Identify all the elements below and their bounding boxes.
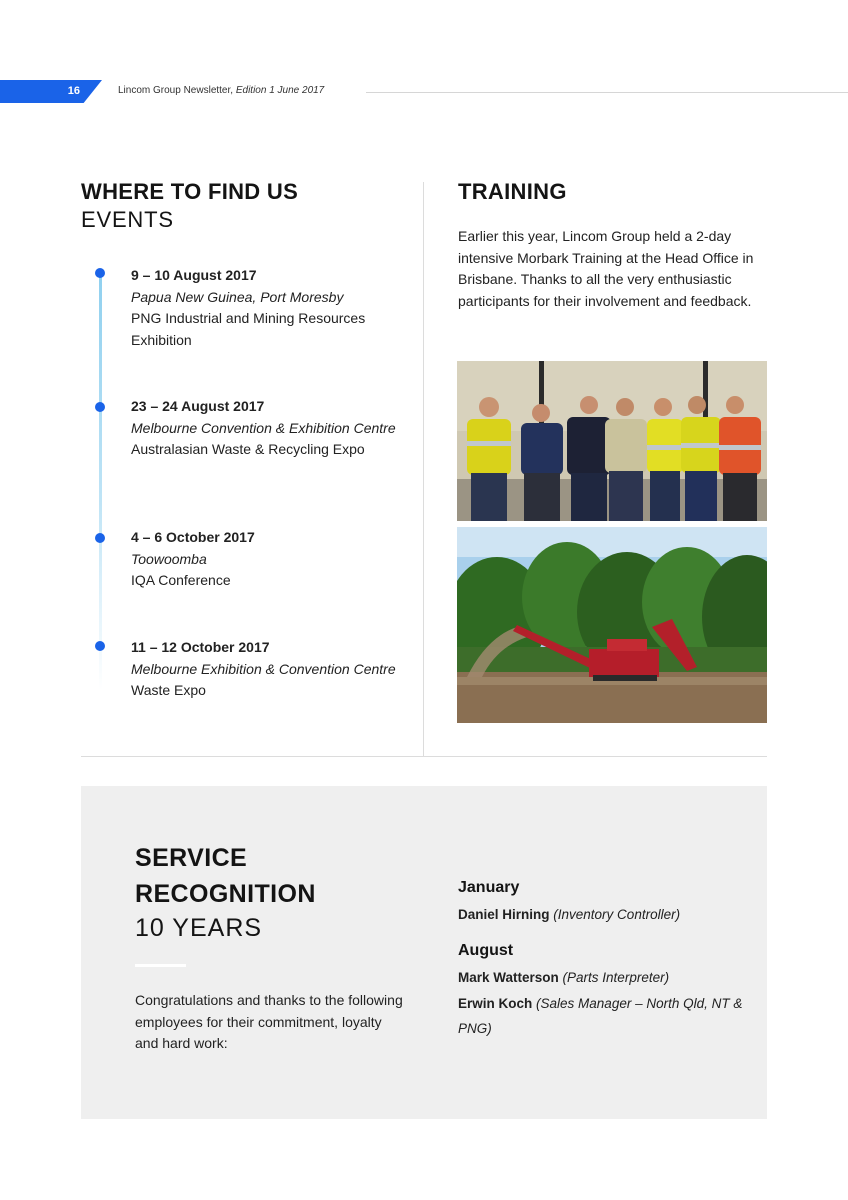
service-body: Congratulations and thanks to the following employees for their commitment, loyalty and hard work: [135,992,403,1051]
events-section-subtitle: EVENTS [81,207,174,232]
newsletter-header [118,85,324,96]
event-location: Toowoomba [131,550,207,567]
event-date: 4 – 6 October 2017 [131,529,255,545]
training-section-title: TRAINING [458,179,567,204]
event-name: Waste Expo [131,682,206,698]
newsletter-name: Lincom Group Newsletter, [118,85,234,96]
machinery-photo [457,527,767,723]
event-date: 9 – 10 August 2017 [131,267,257,283]
service-recognition-panel [81,786,767,1119]
header-divider [366,92,848,93]
service-title-line1: SERVICE [135,844,248,872]
column-divider [423,182,424,756]
events-section-title: WHERE TO FIND US [81,179,299,204]
page-number: 16 [67,85,80,97]
training-body: Earlier this year, Lincom Group held a 2-day intensive Morbark Training at the Head Office in Brisbane. Thanks to all the very enthusiastic participants for their involvement and feedback. [458,228,754,309]
event-date: 11 – 12 October 2017 [131,639,270,655]
employee-name: Daniel Hirning [458,907,550,922]
event-item [131,396,401,461]
event-item [131,637,401,702]
event-location: Melbourne Convention & Exhibition Centre [131,419,396,436]
event-location: Papua New Guinea, Port Moresby [131,288,344,305]
employee-entry [458,902,758,927]
events-timeline [99,270,102,690]
section-divider [81,756,767,757]
event-name: PNG Industrial and Mining Resources Exhibition [131,310,366,348]
timeline-dot [95,641,105,651]
event-name: Australasian Waste & Recycling Expo [131,441,365,457]
event-location: Melbourne Exhibition & Convention Centre [131,660,396,677]
training-group-photo [457,361,767,521]
employee-role: (Sales Manager – North Qld, NT & PNG) [458,996,743,1036]
newsletter-edition: Edition 1 June 2017 [235,85,325,96]
service-subtitle: 10 YEARS [135,914,263,942]
employee-entry [458,991,753,1041]
month-heading: August [458,942,514,959]
service-rule [135,964,186,967]
month-heading: January [458,879,520,896]
employee-name: Erwin Koch [458,996,533,1011]
service-title-line2: RECOGNITION [135,880,316,908]
timeline-dot [95,402,105,412]
event-item [131,527,401,592]
timeline-dot [95,533,105,543]
employee-name: Mark Watterson [458,970,559,985]
employee-entry [458,965,758,990]
event-date: 23 – 24 August 2017 [131,398,265,414]
employee-role: (Parts Interpreter) [562,970,670,985]
event-name: IQA Conference [131,572,231,588]
employee-role: (Inventory Controller) [553,907,681,922]
event-item [131,265,401,351]
timeline-dot [95,268,105,278]
